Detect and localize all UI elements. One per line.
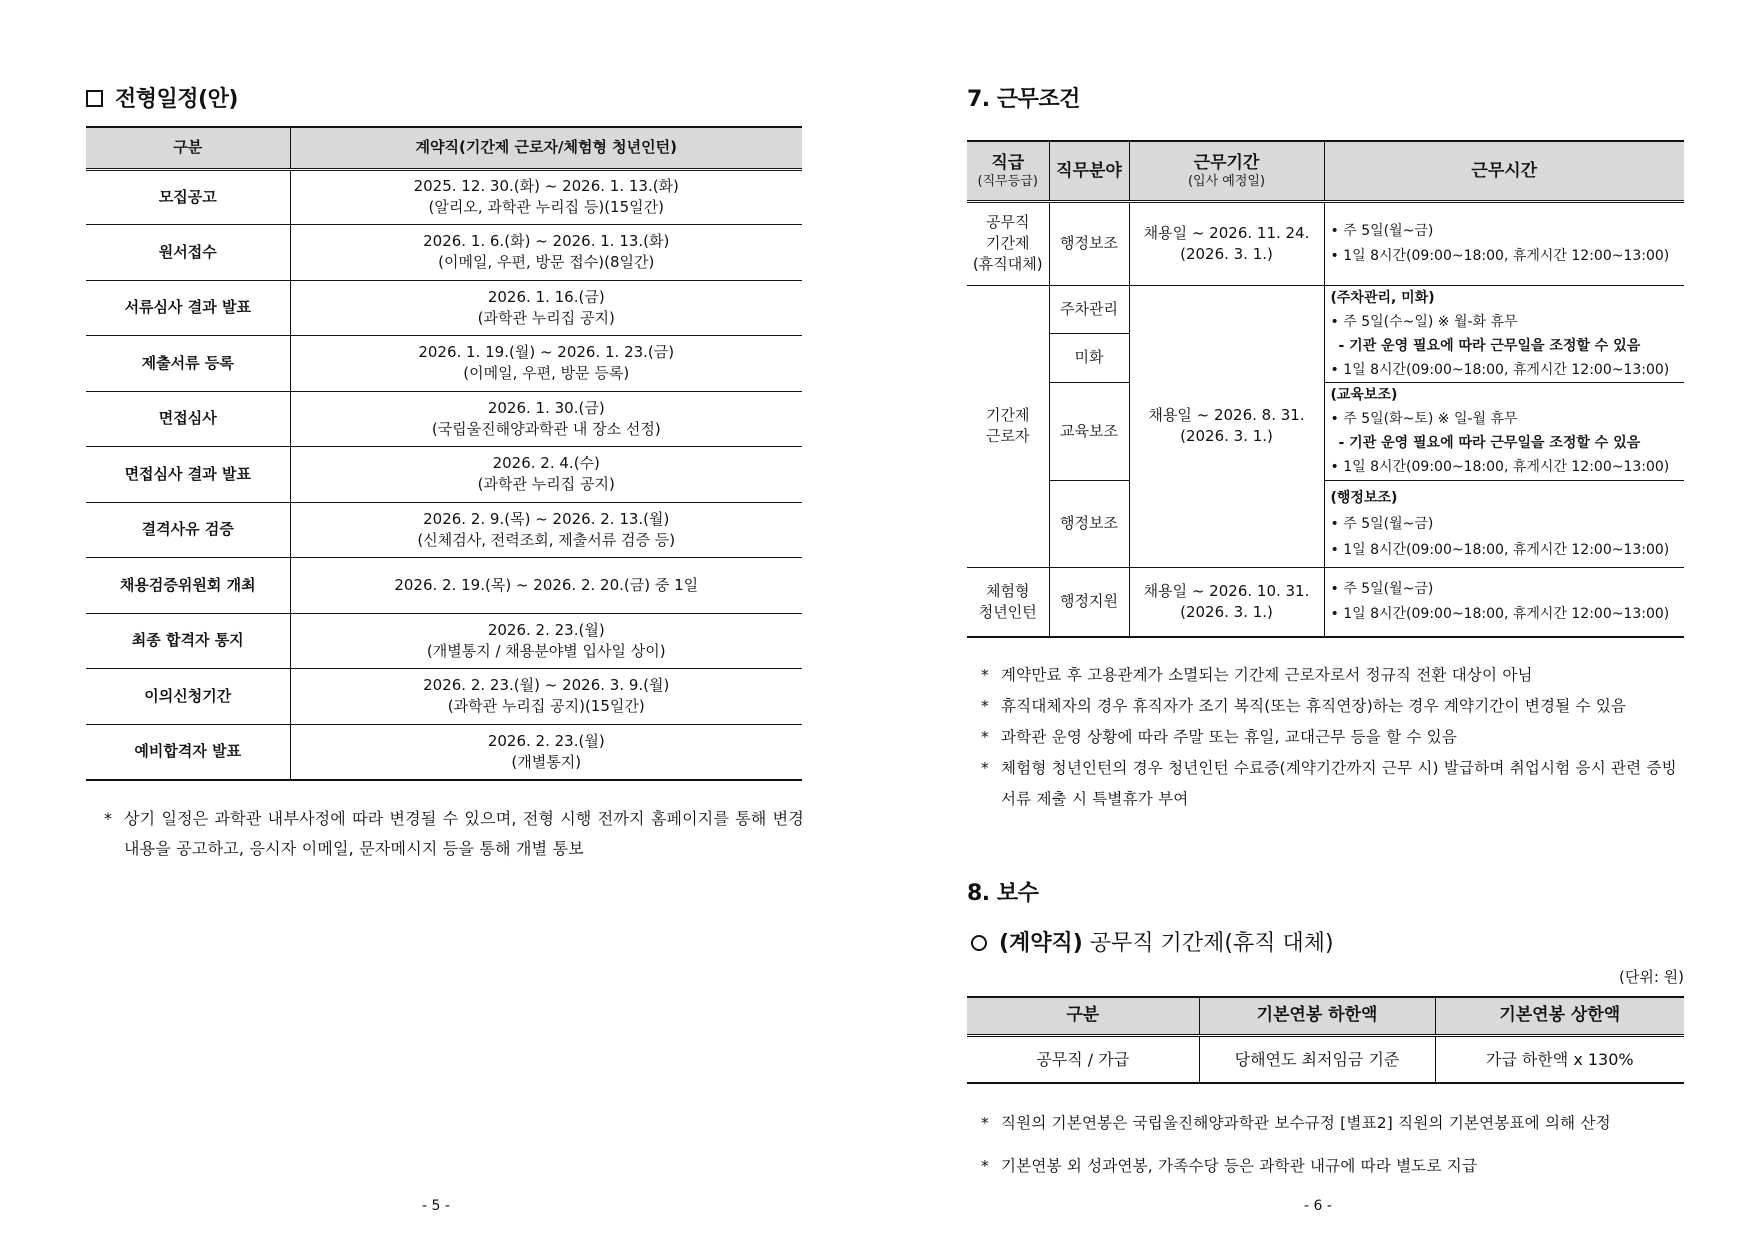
note-text: 기본연봉 외 성과연봉, 가족수당 등은 과학관 내규에 따라 별도로 지급 [1001,1157,1478,1175]
table-row [86,447,802,503]
note-mark: * [981,697,989,715]
schedule-note [104,804,804,864]
schedule-date-cell [290,558,802,614]
period-cell: 채용일 ~ 2026. 8. 31. (2026. 3. 1.) [1129,285,1324,567]
work-conditions-table [967,140,1684,638]
schedule-date-cell [290,169,802,225]
column-header-field: 직무분야 [1049,141,1129,201]
schedule-date: 2026. 1. 30.(금) [487,398,605,417]
salary-table [967,996,1684,1084]
table-row [86,280,802,336]
grade-cell: 기간제 근로자 [967,285,1049,567]
grade-cell: 공무직 기간제 (휴직대체) [967,201,1049,285]
period-cell: 채용일 ~ 2026. 11. 24. (2026. 3. 1.) [1129,201,1324,285]
column-header: 기본연봉 하한액 [1199,997,1435,1035]
field-cell: 주차관리 [1049,285,1129,334]
note-text: 체험형 청년인턴의 경우 청년인턴 수료증(계약기간까지 근무 시) 발급하며 취업시험 응시 관련 증빙서류 제출 시 특별휴가 부여 [1001,759,1677,808]
note-mark: * [981,1157,989,1175]
schedule-label-cell: 서류심사 결과 발표 [86,280,290,336]
schedule-detail: (과학관 누리집 공지) [477,475,615,494]
schedule-date: 2026. 2. 23.(월) [487,620,605,639]
note-mark: * [981,666,989,684]
schedule-detail: (국립울진해양과학관 내 장소 선정) [431,419,661,438]
schedule-label-cell: 면접심사 결과 발표 [86,447,290,503]
note-mark: * [981,1114,989,1132]
page-number: - 5 - [422,1198,450,1214]
table-row [86,724,802,780]
schedule-date-cell [290,225,802,281]
work-conditions-title: 7. 근무조건 [967,87,1080,112]
schedule-detail: (과학관 누리집 공지) [477,308,615,327]
schedule-label-cell: 예비합격자 발표 [86,724,290,780]
table-header-row [967,141,1684,201]
schedule-label-cell: 면접심사 [86,391,290,447]
schedule-date: 2026. 2. 9.(목) ~ 2026. 2. 13.(월) [423,509,670,528]
table-row [86,613,802,669]
table-header-row [967,997,1684,1035]
column-header-grade: 직급 (직무등급) [967,141,1049,201]
schedule-date: 2026. 2. 4.(수) [492,454,600,473]
field-cell: 미화 [1049,334,1129,383]
note-text: 휴직대체자의 경우 휴직자가 조기 복직(또는 휴직연장)하는 경우 계약기간이 변경될 수 있음 [1001,697,1627,715]
table-header-row [86,127,802,169]
note-mark: * [981,759,989,777]
table-row [967,285,1684,334]
table-row [86,225,802,281]
note-text: 계약만료 후 고용관계가 소멸되는 기간제 근로자로서 정규직 전환 대상이 아님 [1001,666,1533,684]
schedule-detail: (알리오, 과학관 누리집 등)(15일간) [428,198,664,217]
table-row [967,201,1684,285]
page-number: - 6 - [1304,1198,1332,1214]
period-cell: 채용일 ~ 2026. 10. 31. (2026. 3. 1.) [1129,567,1324,637]
note-text: 상기 일정은 과학관 내부사정에 따라 변경될 수 있으며, 전형 시행 전까지 홈페이지를 통해 변경내용을 공고하고, 응시자 이메일, 문자메시지 등을 통해 개별 통보 [124,809,804,858]
table-row [967,480,1684,567]
column-header: 기본연봉 상한액 [1435,997,1684,1035]
note-text: 직원의 기본연봉은 국립울진해양과학관 보수규정 [별표2] 직원의 기본연봉표에 의해 산정 [1001,1114,1611,1132]
schedule-date: 2026. 2. 19.(목) ~ 2026. 2. 20.(금) 중 1일 [394,575,699,594]
schedule-label-cell: 이의신청기간 [86,669,290,725]
note-text: 과학관 운영 상황에 따라 주말 또는 휴일, 교대근무 등을 할 수 있음 [1001,728,1458,746]
hours-cell: (행정보조) • 주 5일(월~금) • 1일 8시간(09:00~18:00, 휴게시간 12:00~13:00) [1324,480,1684,567]
column-header: 구분 [967,997,1199,1035]
schedule-date-cell [290,669,802,725]
column-header-period: 근무기간 (입사 예정일) [1129,141,1324,201]
schedule-date-cell [290,502,802,558]
note-item [981,1145,1684,1188]
schedule-label-cell: 제출서류 등록 [86,336,290,392]
table-row [967,1035,1684,1083]
table-row [967,567,1684,637]
schedule-date-cell [290,724,802,780]
note-mark: * [981,728,989,746]
schedule-detail: (신체검사, 전력조회, 제출서류 검증 등) [417,530,676,549]
schedule-date: 2026. 1. 19.(월) ~ 2026. 1. 23.(금) [418,343,675,362]
table-row [86,391,802,447]
column-header-hours: 근무시간 [1324,141,1684,201]
hours-cell: • 주 5일(월~금) • 1일 8시간(09:00~18:00, 휴게시간 12:00~13:00) [1324,201,1684,285]
pay-notes [981,1102,1684,1188]
field-cell: 행정보조 [1049,201,1129,285]
schedule-label-cell: 원서접수 [86,225,290,281]
right-page [877,0,1754,1240]
schedule-date: 2026. 2. 23.(월) [487,731,605,750]
note-item [981,660,1684,691]
table-row [86,502,802,558]
work-notes [981,660,1684,815]
column-header: 구분 [86,127,290,169]
circle-bullet-icon [971,935,987,951]
table-cell: 공무직 / 가급 [967,1035,1199,1083]
schedule-date-cell [290,447,802,503]
table-row [86,169,802,225]
note-item [981,753,1684,815]
table-cell: 가급 하한액 x 130% [1485,1049,1634,1069]
schedule-label-cell: 최종 합격자 통지 [86,613,290,669]
field-cell: 교육보조 [1049,382,1129,480]
schedule-detail: (이메일, 우편, 방문 등록) [463,364,630,383]
pay-subtitle: (계약직) 공무직 기간제(휴직 대체) [971,926,1334,957]
schedule-label-cell: 결격사유 검증 [86,502,290,558]
schedule-date-cell [290,336,802,392]
table-row [967,382,1684,480]
schedule-date-cell [290,280,802,336]
hours-cell: (주차관리, 미화) • 주 5일(수~일) ※ 월-화 휴무 - 기관 운영 필요에 따라 근무일을 조정할 수 있음 • 1일 8시간(09:00~18:00, 휴게시간 12:00~13:00) [1324,285,1684,382]
table-row [86,669,802,725]
schedule-label-cell: 모집공고 [86,169,290,225]
schedule-date-cell [290,613,802,669]
unit-label: (단위: 원) [1619,968,1684,986]
note-item [981,1102,1684,1145]
schedule-date: 2025. 12. 30.(화) ~ 2026. 1. 13.(화) [413,177,679,196]
field-cell: 행정보조 [1049,480,1129,567]
table-row [86,558,802,614]
schedule-table [86,126,802,781]
schedule-label-cell: 채용검증위원회 개최 [86,558,290,614]
schedule-title: 전형일정(안) [86,82,238,113]
schedule-detail: (과학관 누리집 공지)(15일간) [447,697,645,716]
column-header: 계약직(기간제 근로자/체험형 청년인턴) [290,127,802,169]
grade-cell: 체험형 청년인턴 [967,567,1049,637]
note-mark: * [104,809,113,828]
schedule-date: 2026. 1. 16.(금) [487,287,605,306]
table-cell: 당해연도 최저임금 기준 [1199,1035,1435,1083]
hours-cell: (교육보조) • 주 5일(화~토) ※ 일-월 휴무 - 기관 운영 필요에 따라 근무일을 조정할 수 있음 • 1일 8시간(09:00~18:00, 휴게시간 12:00~13:00) [1324,382,1684,480]
checkbox-square-icon [86,90,103,107]
schedule-date-cell [290,391,802,447]
schedule-date: 2026. 1. 6.(화) ~ 2026. 1. 13.(화) [423,232,670,251]
schedule-date: 2026. 2. 23.(월) ~ 2026. 3. 9.(월) [423,676,670,695]
note-item [981,691,1684,722]
pay-title: 8. 보수 [967,881,1039,906]
schedule-detail: (이메일, 우편, 방문 접수)(8일간) [438,253,655,272]
field-cell: 행정지원 [1049,567,1129,637]
schedule-detail: (개별통지 / 채용분야별 입사일 상이) [426,641,666,660]
table-row [86,336,802,392]
note-item [981,722,1684,753]
hours-cell: • 주 5일(월~금) • 1일 8시간(09:00~18:00, 휴게시간 12:00~13:00) [1324,567,1684,637]
schedule-detail: (개별통지) [511,752,582,771]
